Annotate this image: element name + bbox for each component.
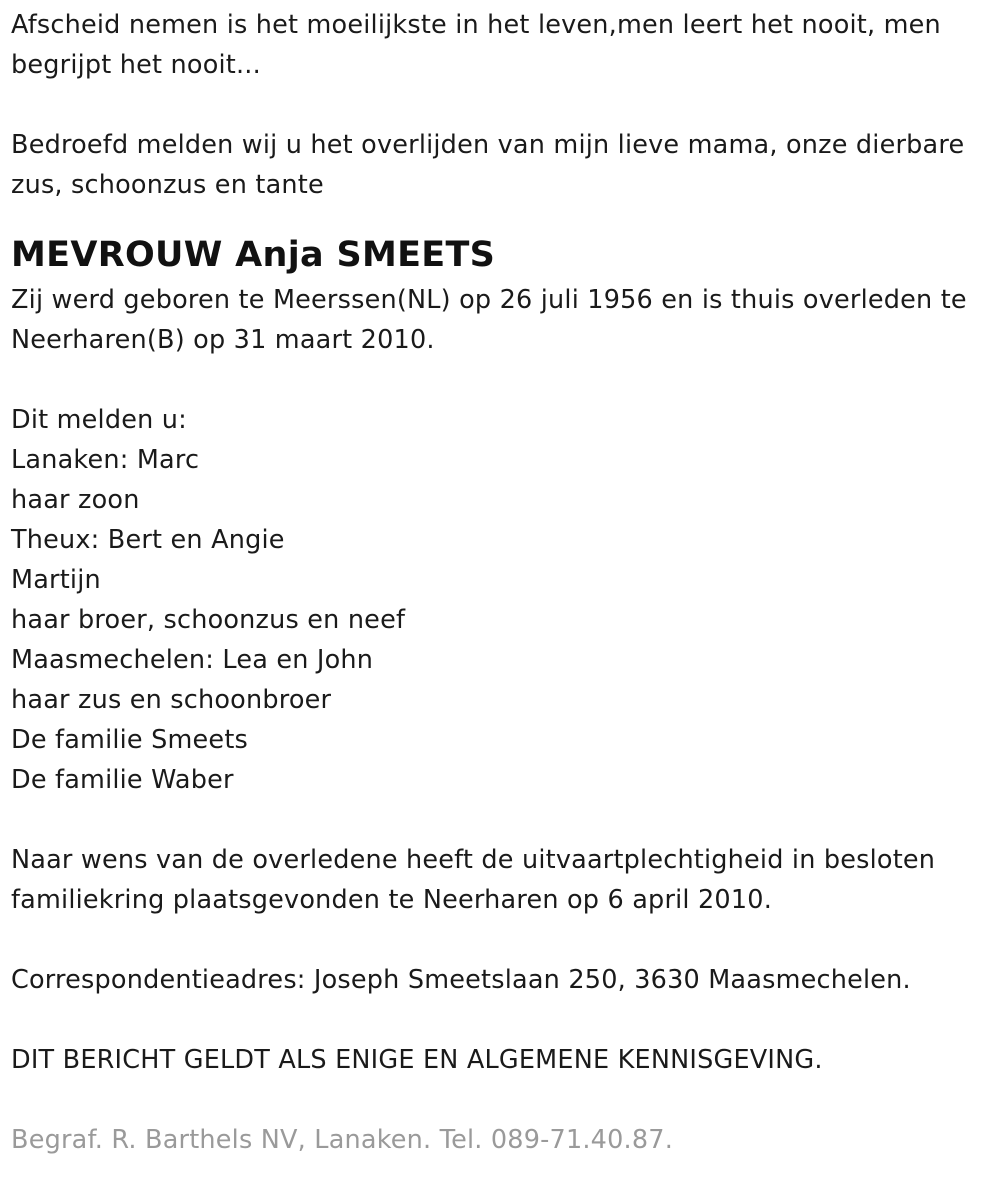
quote-line-2: begrijpt het nooit... <box>11 50 261 80</box>
spacer <box>11 360 996 400</box>
birth-death-line-2: Neerharen(B) op 31 maart 2010. <box>11 325 435 355</box>
funeral-home-contact: Begraf. R. Barthels NV, Lanaken. Tel. 089-71.40.87. <box>11 1125 673 1155</box>
spacer <box>11 800 996 840</box>
obituary-notice <box>11 0 996 1160</box>
quote-line-1: Afscheid nemen is het moeilijkste in het leven,men leert het nooit, men <box>11 10 941 40</box>
announcement-line-2: zus, schoonzus en tante <box>11 170 324 200</box>
family-line: De familie Waber <box>11 765 234 795</box>
spacer <box>11 1000 996 1040</box>
family-line: haar zus en schoonbroer <box>11 685 332 715</box>
announcement-line-1: Bedroefd melden wij u het overlijden van mijn lieve mama, onze dierbare <box>11 130 965 160</box>
correspondence-address: Correspondentieadres: Joseph Smeetslaan 250, 3630 Maasmechelen. <box>11 965 911 995</box>
birth-death-line-1: Zij werd geboren te Meerssen(NL) op 26 juli 1956 en is thuis overleden te <box>11 285 967 315</box>
general-notice: DIT BERICHT GELDT ALS ENIGE EN ALGEMENE KENNISGEVING. <box>11 1045 823 1075</box>
family-line: Martijn <box>11 565 101 595</box>
family-line: haar zoon <box>11 485 140 515</box>
family-line: De familie Smeets <box>11 725 249 755</box>
spacer <box>11 920 996 960</box>
funeral-line-1: Naar wens van de overledene heeft de uitvaartplechtigheid in besloten <box>11 845 936 875</box>
spacer <box>11 85 996 125</box>
family-line: Maasmechelen: Lea en John <box>11 645 374 675</box>
family-line: Lanaken: Marc <box>11 445 200 475</box>
family-intro: Dit melden u: <box>11 405 187 435</box>
funeral-line-2: familiekring plaatsgevonden te Neerharen op 6 april 2010. <box>11 885 772 915</box>
family-line: haar broer, schoonzus en neef <box>11 605 406 635</box>
family-line: Theux: Bert en Angie <box>11 525 285 555</box>
deceased-name: MEVROUW Anja SMEETS <box>11 235 496 275</box>
